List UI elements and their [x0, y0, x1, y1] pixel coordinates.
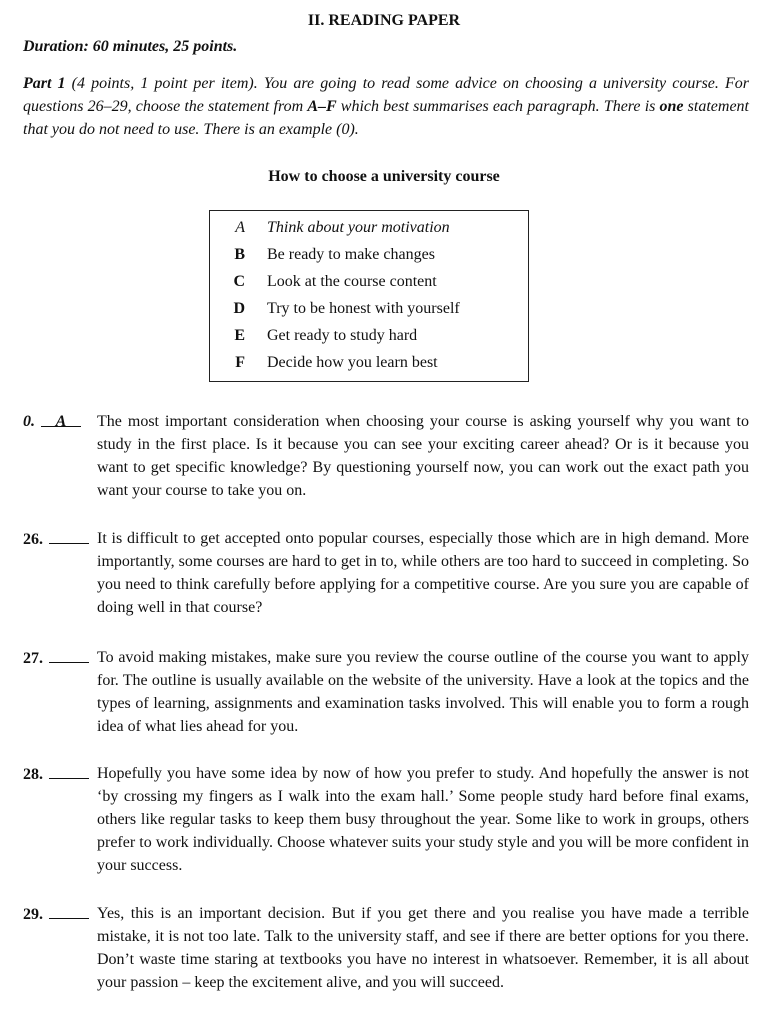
question-paragraph: The most important consideration when choosing your course is asking yourself why you want to study in the first place. Is it because you can see your exciting career ahead? Or is it because you want to get specific knowledge? By questioning yourself now, you can work out the exact path you want your course to take you on.	[97, 413, 749, 499]
question-0-example	[23, 410, 749, 502]
answer-blank[interactable]	[49, 527, 89, 544]
option-letter: D	[233, 300, 245, 317]
section-heading: How to choose a university course	[268, 168, 500, 185]
instructions-range: A–F	[307, 98, 337, 115]
question-paragraph: Yes, this is an important decision. But if you get there and you realise you have made a terrible mistake, it is not too late. Talk to the university staff, and see if there are better options for you there. Don’t waste time staring at textbooks you have no interest in whatsoever. Remember, it is all about your passion – keep the excitement alive, and you will succeed.	[97, 905, 749, 991]
option-text: Be ready to make changes	[267, 246, 435, 263]
question-number-cell	[23, 902, 97, 994]
question-number-cell	[23, 762, 97, 877]
question-paragraph: To avoid making mistakes, make sure you review the course outline of the course you want to apply for. The outline is usually available on the website of the university. Have a look at the topics and the types of learning, assignments and examination tasks involved. This will enable you to form a rough idea of what lies ahead for you.	[97, 649, 749, 735]
option-row-f	[210, 353, 528, 380]
option-text: Look at the course content	[267, 273, 437, 290]
question-27	[23, 646, 749, 738]
paper-title: II. READING PAPER	[307, 12, 461, 29]
question-29	[23, 902, 749, 994]
answer-blank: A	[41, 410, 81, 427]
question-number: 27.	[23, 650, 43, 667]
question-number-cell	[23, 646, 97, 738]
option-row-e	[210, 326, 528, 353]
instructions-text-2: which best summarises each paragraph. There is	[336, 98, 660, 115]
instructions-one: one	[659, 98, 684, 115]
question-paragraph: Hopefully you have some idea by now of how you prefer to study. And hopefully the answer is not ‘by crossing my fingers as I walk into the exam hall.’ Some people study hard before final exams, others like regular tasks to keep them busy throughout the year. Some like to work in groups, others prefer to work individually. Choose whatever suits your study style and you will be more confident in your success.	[97, 765, 749, 874]
option-row-c	[210, 272, 528, 299]
option-letter: E	[234, 327, 245, 344]
option-letter: C	[233, 273, 245, 290]
question-number: 28.	[23, 766, 43, 783]
instructions-text-1: (4 points, 1 point per item). You are going to read some advice on choosing a university course. For questions 26–29, choose the statement from	[23, 75, 750, 115]
option-letter: A	[235, 219, 245, 236]
question-number: 0.	[23, 413, 35, 430]
option-row-d	[210, 299, 528, 326]
statements-box	[209, 210, 529, 382]
part1-instructions	[23, 72, 749, 141]
part1-label: Part 1	[23, 75, 66, 92]
duration-line: Duration: 60 minutes, 25 points.	[23, 38, 238, 55]
question-28	[23, 762, 749, 877]
answer-blank[interactable]	[49, 646, 89, 663]
question-number-cell	[23, 527, 97, 619]
option-row-b	[210, 245, 528, 272]
option-text: Think about your motivation	[267, 219, 450, 236]
question-number-cell	[23, 410, 97, 502]
answer-blank[interactable]	[49, 902, 89, 919]
option-letter: B	[234, 246, 245, 263]
question-paragraph: It is difficult to get accepted onto popular courses, especially those which are in high demand. More importantly, some courses are hard to get in to, while others are too hard to succeed in completing. So you need to think carefully before applying for a competitive course. Are you sure you are capable of doing well in that course?	[97, 530, 749, 616]
option-row-a	[210, 218, 528, 245]
option-letter: F	[235, 354, 245, 371]
instructions-text-3: statement that you do not need to use. There is an example (0).	[23, 98, 749, 138]
option-text: Decide how you learn best	[267, 354, 438, 371]
option-text: Try to be honest with yourself	[267, 300, 460, 317]
question-number: 29.	[23, 906, 43, 923]
option-text: Get ready to study hard	[267, 327, 418, 344]
question-number: 26.	[23, 531, 43, 548]
answer-blank[interactable]	[49, 762, 89, 779]
question-26	[23, 527, 749, 619]
